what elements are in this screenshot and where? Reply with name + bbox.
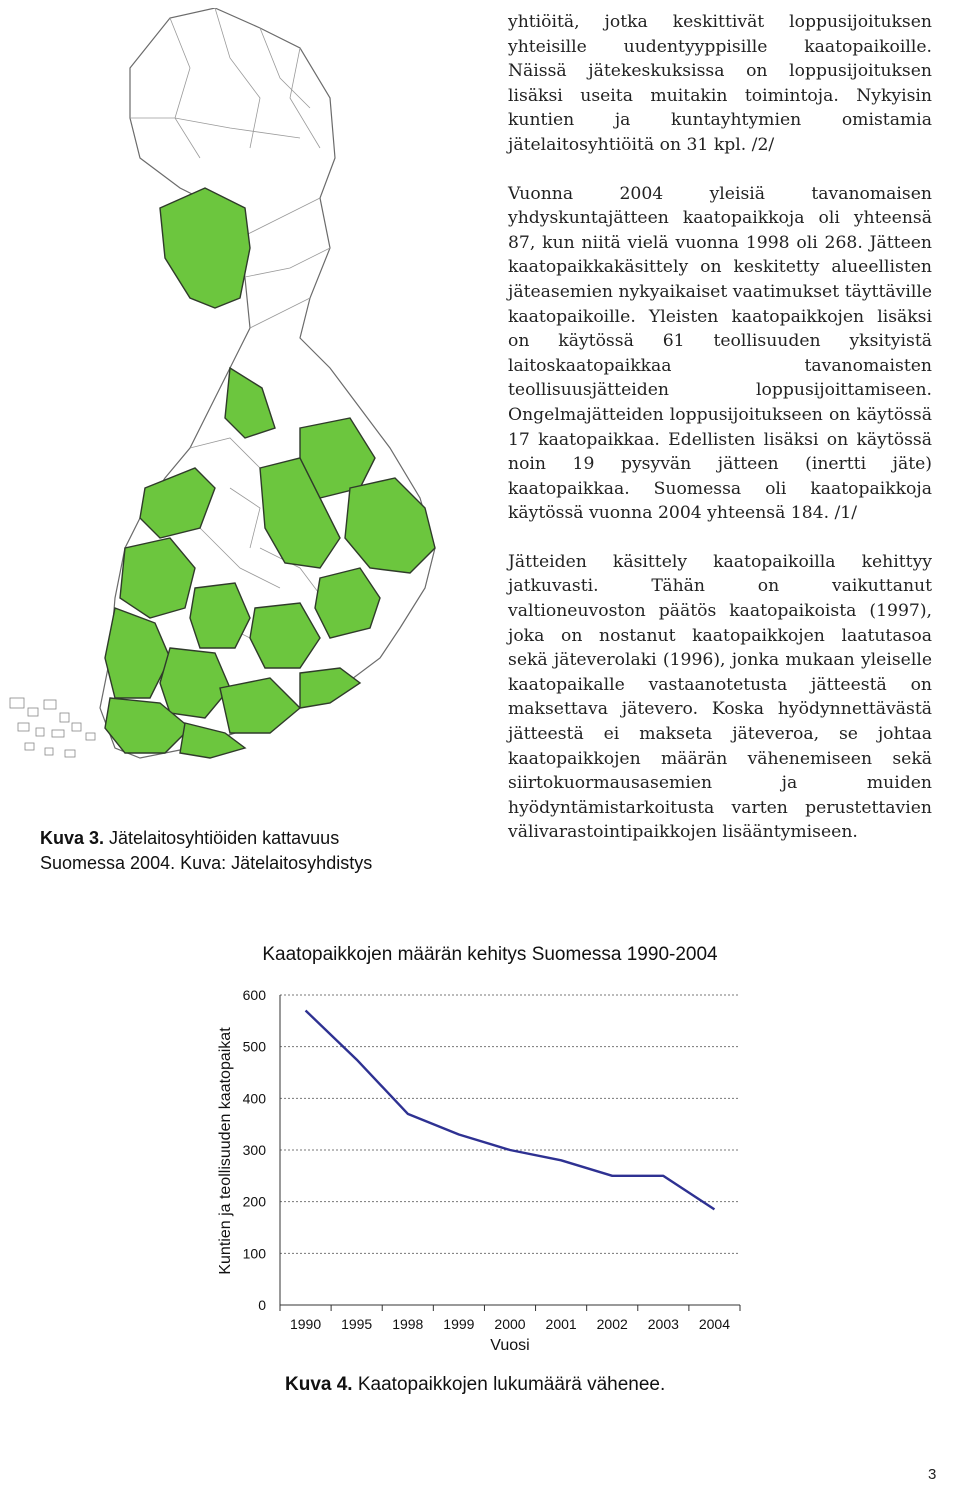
x-tick-label: 2002 [596, 1316, 628, 1332]
series-line [306, 1011, 715, 1210]
y-tick-label: 600 [242, 987, 266, 1003]
y-tick-label: 200 [242, 1193, 266, 1210]
x-tick-label: 2000 [494, 1316, 526, 1332]
figure-4-label: Kuva 4. [285, 1374, 353, 1395]
paragraph-3: Jätteiden käsittely kaatopaikoilla kehittyy jatkuvasti. Tähän on vaikuttanut valtioneuvoston päätös kaatopaikoista (1997), joka on nostanut kaatopaikkojen laatutasoa sekä jäteverolaki (1996), jonka mukaan yleiselle kaatopaikalle vastaanotetusta jätteestä on maksettava jätevero. Koska hyödynnettävästä jätteestä ei makseta jäteveroa, se johtaa kaatopaikkojen määrän vähenemiseen sekä siirtokuormausasemien ja muiden hyödyntämistarkoitusta varten perustettavien välivarastointipaikkojen lisääntymiseen. [508, 551, 932, 843]
chart-title: Kaatopaikkojen määrän kehitys Suomessa 1990-2004 [262, 944, 718, 965]
figure-3-title: Jätelaitosyhtiöiden kattavuus [109, 828, 340, 848]
chart-svg [200, 930, 760, 1370]
body-text [508, 10, 932, 869]
region-lapland-north [160, 188, 250, 308]
figure-3-line2a: Suomessa 2004. [40, 853, 176, 873]
paragraph-1: yhtiöitä, jotka keskittivät loppusijoituksen yhteisille uudentyyppisille kaatopaikoille. Näissä jätekeskuksissa on loppusijoituksen lisäksi useita muitakin toimintoja. Nykyisin kuntien ja kuntayhtymien omistamia jätelaitosyhtiöitä on 31 kpl. /2/ [508, 12, 932, 155]
y-tick-label: 0 [258, 1297, 266, 1313]
y-tick-label: 400 [242, 1090, 266, 1107]
chart-xlabel: Vuosi [490, 1337, 530, 1354]
y-tick-label: 300 [242, 1142, 266, 1158]
y-tick-label: 100 [242, 1245, 266, 1262]
archipelago [10, 698, 95, 757]
x-tick-label: 2004 [698, 1316, 731, 1332]
x-tick-label: 1990 [289, 1316, 322, 1332]
chart-ylabel: Kuntien ja teollisuuden kaatopaikat [217, 1027, 234, 1275]
figure-3-caption [40, 826, 460, 876]
paragraph-2: Vuonna 2004 yleisiä tavanomaisen yhdyskuntajätteen kaatopaikkoja oli yhteensä 87, kun niitä vielä vuonna 1998 oli 268. Jätteen kaatopaikkakäsittely on keskitetty alueellisten jäteasemien nykyaikaiset vaatimukset täyttäville kaatopaikoille. Yleisten kaatopaikkojen lisäksi on käytössä 61 teollisuuden yksityistä laitoskaatopaikkaa tavanomaisten teollisuusjätteiden loppusijoittamiseen. Ongelmajätteiden loppusijoitukseen on käytössä 17 kaatopaikkaa. Edellisten lisäksi on käytössä noin 19 pysyvän jätteen (inertti jäte) kaatopaikkaa. Suomessa oli kaatopaikkoja käytössä vuonna 2004 yhteensä 184. /1/ [508, 183, 932, 524]
x-tick-label: 1999 [443, 1316, 475, 1332]
x-tick-label: 2001 [545, 1316, 577, 1332]
finland-map [0, 8, 470, 808]
y-tick-label: 500 [242, 1038, 266, 1055]
page-number: 3 [928, 1466, 937, 1483]
figure-3-source: Kuva: Jätelaitosyhdistys [180, 853, 373, 873]
figure-3-label: Kuva 3. [40, 828, 105, 848]
x-tick-label: 2003 [647, 1316, 679, 1332]
figure-4-text: Kaatopaikkojen lukumäärä vähenee. [357, 1374, 666, 1395]
figure-4-caption [285, 1374, 885, 1396]
x-tick-label: 1995 [341, 1316, 373, 1332]
x-tick-label: 1998 [392, 1316, 424, 1332]
landfill-chart [200, 930, 760, 1370]
